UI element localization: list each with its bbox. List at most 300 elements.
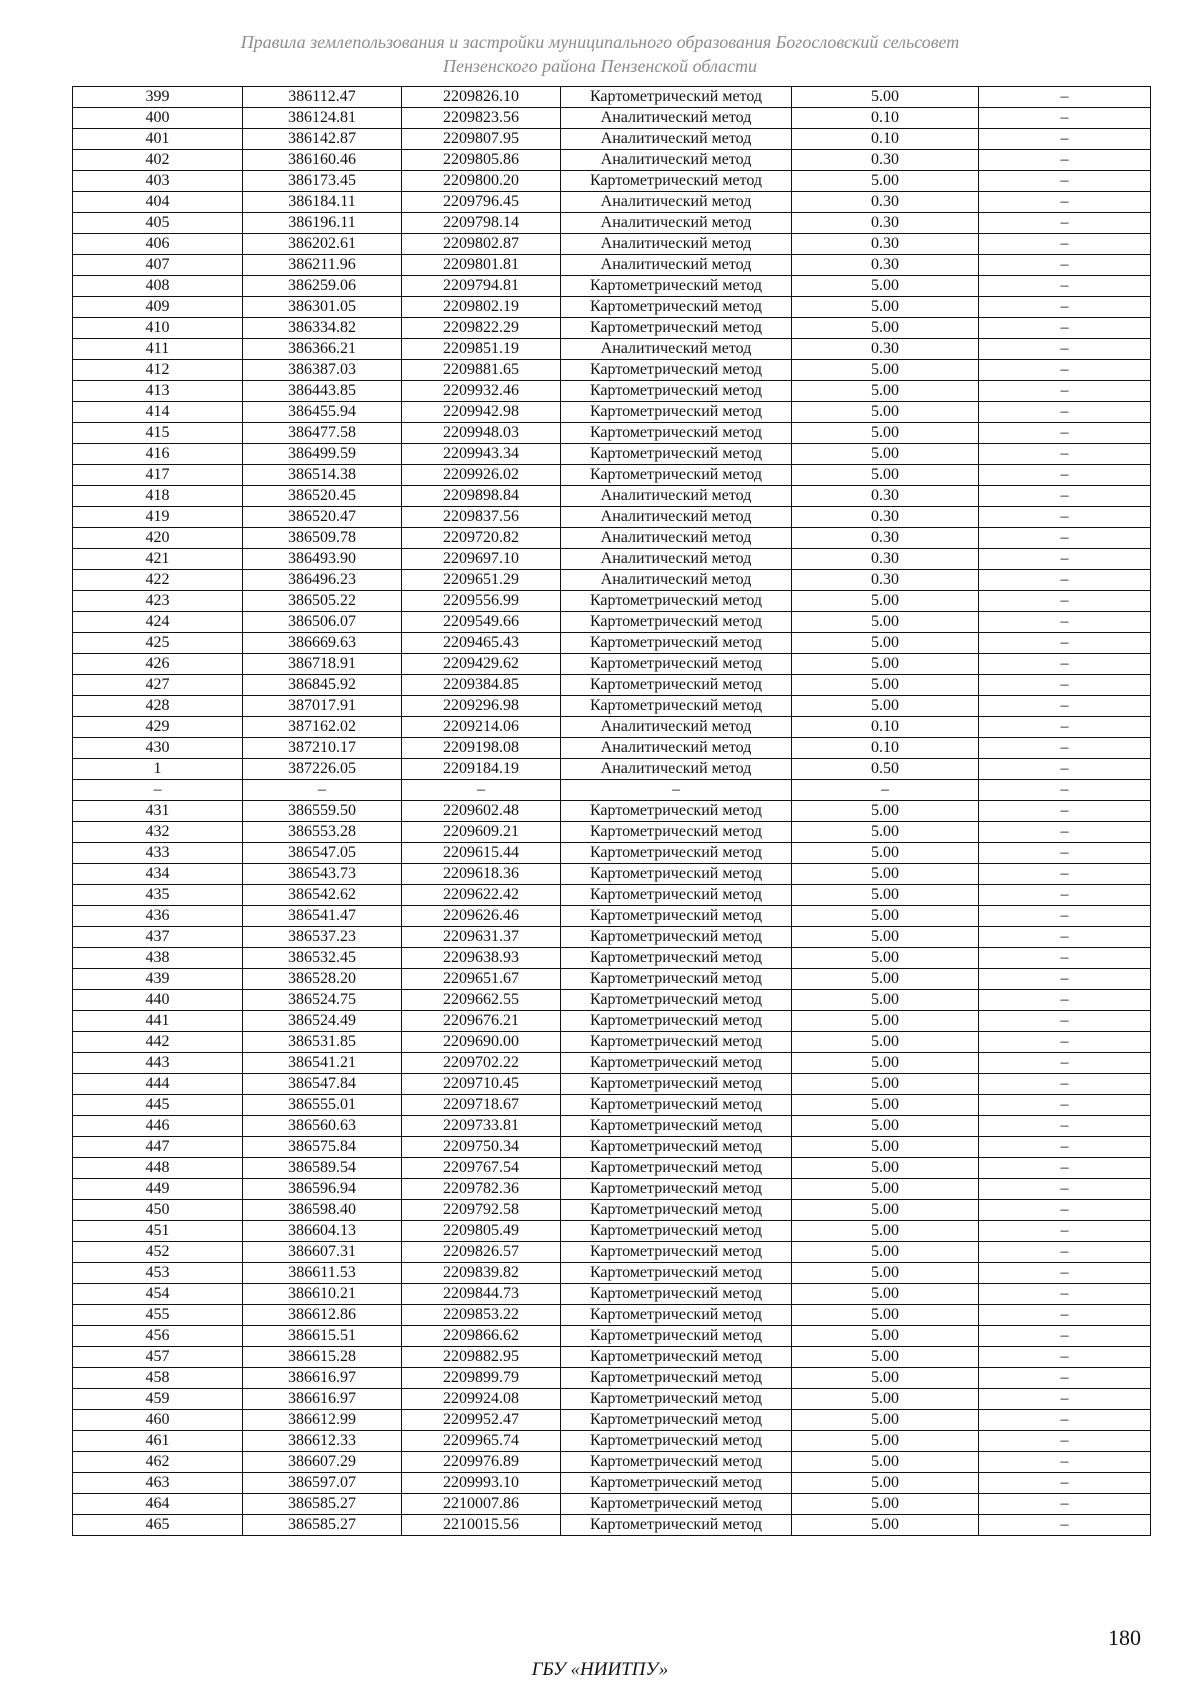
point-number-cell: 445 bbox=[73, 1095, 243, 1116]
method-cell: Картометрический метод bbox=[561, 1137, 792, 1158]
point-number-cell: 449 bbox=[73, 1179, 243, 1200]
accuracy-cell: 5.00 bbox=[792, 1095, 979, 1116]
note-cell: – bbox=[979, 507, 1151, 528]
note-cell: – bbox=[979, 717, 1151, 738]
y-coordinate-cell: 2209822.29 bbox=[402, 318, 561, 339]
accuracy-cell: 0.30 bbox=[792, 234, 979, 255]
accuracy-cell: 5.00 bbox=[792, 423, 979, 444]
point-number-cell: 431 bbox=[73, 801, 243, 822]
note-cell: – bbox=[979, 1452, 1151, 1473]
note-cell: – bbox=[979, 1284, 1151, 1305]
accuracy-cell: 0.30 bbox=[792, 213, 979, 234]
x-coordinate-cell: 386184.11 bbox=[243, 192, 402, 213]
accuracy-cell: 5.00 bbox=[792, 276, 979, 297]
accuracy-cell: 0.50 bbox=[792, 759, 979, 780]
point-number-cell: 437 bbox=[73, 927, 243, 948]
x-coordinate-cell: 386528.20 bbox=[243, 969, 402, 990]
point-number-cell: 434 bbox=[73, 864, 243, 885]
x-coordinate-cell: 386160.46 bbox=[243, 150, 402, 171]
y-coordinate-cell: 2209626.46 bbox=[402, 906, 561, 927]
table-row bbox=[73, 1431, 1151, 1452]
accuracy-cell: 5.00 bbox=[792, 1032, 979, 1053]
point-number-cell: 456 bbox=[73, 1326, 243, 1347]
page-footer: ГБУ «НИИТПУ» bbox=[531, 1659, 669, 1680]
x-coordinate-cell: 386112.47 bbox=[243, 87, 402, 108]
y-coordinate-cell: 2209796.45 bbox=[402, 192, 561, 213]
note-cell: – bbox=[979, 822, 1151, 843]
note-cell: – bbox=[979, 1221, 1151, 1242]
x-coordinate-cell: 386301.05 bbox=[243, 297, 402, 318]
table-row bbox=[73, 927, 1151, 948]
table-row bbox=[73, 822, 1151, 843]
x-coordinate-cell: 386455.94 bbox=[243, 402, 402, 423]
note-cell: – bbox=[979, 465, 1151, 486]
accuracy-cell: 0.30 bbox=[792, 339, 979, 360]
accuracy-cell: 5.00 bbox=[792, 906, 979, 927]
note-cell: – bbox=[979, 801, 1151, 822]
note-cell: – bbox=[979, 654, 1151, 675]
table-row bbox=[73, 885, 1151, 906]
accuracy-cell: 5.00 bbox=[792, 1473, 979, 1494]
table-row bbox=[73, 1284, 1151, 1305]
y-coordinate-cell: 2209823.56 bbox=[402, 108, 561, 129]
method-cell: Картометрический метод bbox=[561, 1116, 792, 1137]
method-cell: Картометрический метод bbox=[561, 864, 792, 885]
note-cell: – bbox=[979, 213, 1151, 234]
point-number-cell: 436 bbox=[73, 906, 243, 927]
point-number-cell: 414 bbox=[73, 402, 243, 423]
table-row bbox=[73, 801, 1151, 822]
x-coordinate-cell: 386259.06 bbox=[243, 276, 402, 297]
x-coordinate-cell: 386615.28 bbox=[243, 1347, 402, 1368]
note-cell: – bbox=[979, 675, 1151, 696]
table-row bbox=[73, 150, 1151, 171]
x-coordinate-cell: 386520.47 bbox=[243, 507, 402, 528]
header-line-1: Правила землепользования и застройки муниципального образования Богословский сельсовет bbox=[240, 32, 960, 52]
x-coordinate-cell: 386612.86 bbox=[243, 1305, 402, 1326]
accuracy-cell: 5.00 bbox=[792, 465, 979, 486]
note-cell: – bbox=[979, 1116, 1151, 1137]
point-number-cell: 419 bbox=[73, 507, 243, 528]
method-cell: Картометрический метод bbox=[561, 1284, 792, 1305]
x-coordinate-cell: 386142.87 bbox=[243, 129, 402, 150]
accuracy-cell: 0.30 bbox=[792, 549, 979, 570]
y-coordinate-cell: 2209802.19 bbox=[402, 297, 561, 318]
accuracy-cell: 5.00 bbox=[792, 843, 979, 864]
y-coordinate-cell: 2209851.19 bbox=[402, 339, 561, 360]
y-coordinate-cell: 2209549.66 bbox=[402, 612, 561, 633]
accuracy-cell: 5.00 bbox=[792, 1515, 979, 1536]
point-number-cell: 446 bbox=[73, 1116, 243, 1137]
point-number-cell: 408 bbox=[73, 276, 243, 297]
table-row bbox=[73, 507, 1151, 528]
note-cell: – bbox=[979, 969, 1151, 990]
method-cell: Картометрический метод bbox=[561, 276, 792, 297]
accuracy-cell: 5.00 bbox=[792, 444, 979, 465]
x-coordinate-cell: 386543.73 bbox=[243, 864, 402, 885]
point-number-cell: 432 bbox=[73, 822, 243, 843]
accuracy-cell: 5.00 bbox=[792, 297, 979, 318]
y-coordinate-cell: 2209943.34 bbox=[402, 444, 561, 465]
table-row bbox=[73, 1515, 1151, 1536]
x-coordinate-cell: 386387.03 bbox=[243, 360, 402, 381]
note-cell: – bbox=[979, 1137, 1151, 1158]
note-cell: – bbox=[979, 234, 1151, 255]
method-cell: Картометрический метод bbox=[561, 423, 792, 444]
method-cell: Аналитический метод bbox=[561, 486, 792, 507]
y-coordinate-cell: 2209792.58 bbox=[402, 1200, 561, 1221]
method-cell: Картометрический метод bbox=[561, 1473, 792, 1494]
y-coordinate-cell: 2209844.73 bbox=[402, 1284, 561, 1305]
accuracy-cell: 0.30 bbox=[792, 255, 979, 276]
table-row bbox=[73, 465, 1151, 486]
method-cell: Картометрический метод bbox=[561, 948, 792, 969]
table-row bbox=[73, 192, 1151, 213]
accuracy-cell: 5.00 bbox=[792, 1074, 979, 1095]
note-cell: – bbox=[979, 1179, 1151, 1200]
point-number-cell: 425 bbox=[73, 633, 243, 654]
point-number-cell: 404 bbox=[73, 192, 243, 213]
y-coordinate-cell: 2209805.86 bbox=[402, 150, 561, 171]
table-row bbox=[73, 906, 1151, 927]
table-row bbox=[73, 1452, 1151, 1473]
y-coordinate-cell: 2209993.10 bbox=[402, 1473, 561, 1494]
x-coordinate-cell: 386509.78 bbox=[243, 528, 402, 549]
table-row bbox=[73, 1158, 1151, 1179]
note-cell: – bbox=[979, 255, 1151, 276]
y-coordinate-cell: 2209794.81 bbox=[402, 276, 561, 297]
point-number-cell: 420 bbox=[73, 528, 243, 549]
note-cell: – bbox=[979, 906, 1151, 927]
note-cell: – bbox=[979, 1242, 1151, 1263]
table-row bbox=[73, 675, 1151, 696]
accuracy-cell: 5.00 bbox=[792, 948, 979, 969]
method-cell: Картометрический метод bbox=[561, 990, 792, 1011]
method-cell: Картометрический метод bbox=[561, 1410, 792, 1431]
point-number-cell: 464 bbox=[73, 1494, 243, 1515]
y-coordinate-cell: 2209718.67 bbox=[402, 1095, 561, 1116]
accuracy-cell: 5.00 bbox=[792, 1326, 979, 1347]
method-cell: Аналитический метод bbox=[561, 717, 792, 738]
note-cell: – bbox=[979, 381, 1151, 402]
y-coordinate-cell: 2209837.56 bbox=[402, 507, 561, 528]
point-number-cell: 400 bbox=[73, 108, 243, 129]
note-cell: – bbox=[979, 1053, 1151, 1074]
note-cell: – bbox=[979, 864, 1151, 885]
point-number-cell: 447 bbox=[73, 1137, 243, 1158]
x-coordinate-cell: 386493.90 bbox=[243, 549, 402, 570]
table-row bbox=[73, 1347, 1151, 1368]
point-number-cell: 422 bbox=[73, 570, 243, 591]
accuracy-cell: 5.00 bbox=[792, 696, 979, 717]
y-coordinate-cell: 2209697.10 bbox=[402, 549, 561, 570]
method-cell: Картометрический метод bbox=[561, 885, 792, 906]
method-cell: Картометрический метод bbox=[561, 87, 792, 108]
point-number-cell: 458 bbox=[73, 1368, 243, 1389]
method-cell: Картометрический метод bbox=[561, 1011, 792, 1032]
method-cell: Картометрический метод bbox=[561, 171, 792, 192]
y-coordinate-cell: 2209807.95 bbox=[402, 129, 561, 150]
table-row bbox=[73, 360, 1151, 381]
table-row bbox=[73, 1095, 1151, 1116]
point-number-cell: 421 bbox=[73, 549, 243, 570]
point-number-cell: 417 bbox=[73, 465, 243, 486]
table-row bbox=[73, 1473, 1151, 1494]
y-coordinate-cell: 2209952.47 bbox=[402, 1410, 561, 1431]
x-coordinate-cell: 386541.47 bbox=[243, 906, 402, 927]
note-cell: – bbox=[979, 1494, 1151, 1515]
note-cell: – bbox=[979, 612, 1151, 633]
table-row bbox=[73, 969, 1151, 990]
x-coordinate-cell: 386616.97 bbox=[243, 1389, 402, 1410]
table-row bbox=[73, 759, 1151, 780]
table-row bbox=[73, 549, 1151, 570]
x-coordinate-cell: 386505.22 bbox=[243, 591, 402, 612]
note-cell: – bbox=[979, 1431, 1151, 1452]
point-number-cell: 438 bbox=[73, 948, 243, 969]
table-row bbox=[73, 1137, 1151, 1158]
point-number-cell: 463 bbox=[73, 1473, 243, 1494]
note-cell: – bbox=[979, 570, 1151, 591]
table-row bbox=[73, 1242, 1151, 1263]
y-coordinate-cell: 2209839.82 bbox=[402, 1263, 561, 1284]
method-cell: Картометрический метод bbox=[561, 1515, 792, 1536]
method-cell: Картометрический метод bbox=[561, 1095, 792, 1116]
x-coordinate-cell: 386669.63 bbox=[243, 633, 402, 654]
note-cell: – bbox=[979, 843, 1151, 864]
accuracy-cell: 0.30 bbox=[792, 192, 979, 213]
x-coordinate-cell: 386585.27 bbox=[243, 1494, 402, 1515]
point-number-cell: 416 bbox=[73, 444, 243, 465]
accuracy-cell: 5.00 bbox=[792, 1011, 979, 1032]
accuracy-cell: 5.00 bbox=[792, 1158, 979, 1179]
y-coordinate-cell: 2209767.54 bbox=[402, 1158, 561, 1179]
table-row bbox=[73, 1074, 1151, 1095]
method-cell: Картометрический метод bbox=[561, 927, 792, 948]
accuracy-cell: 0.10 bbox=[792, 717, 979, 738]
table-row bbox=[73, 654, 1151, 675]
table-row bbox=[73, 423, 1151, 444]
x-coordinate-cell: 386366.21 bbox=[243, 339, 402, 360]
accuracy-cell: 0.30 bbox=[792, 150, 979, 171]
x-coordinate-cell: 386604.13 bbox=[243, 1221, 402, 1242]
point-number-cell: 415 bbox=[73, 423, 243, 444]
method-cell: Аналитический метод bbox=[561, 213, 792, 234]
y-coordinate-cell: 2209782.36 bbox=[402, 1179, 561, 1200]
x-coordinate-cell: 386611.53 bbox=[243, 1263, 402, 1284]
method-cell: Картометрический метод bbox=[561, 1431, 792, 1452]
accuracy-cell: 5.00 bbox=[792, 612, 979, 633]
point-number-cell: 1 bbox=[73, 759, 243, 780]
x-coordinate-cell: 386496.23 bbox=[243, 570, 402, 591]
accuracy-cell: 5.00 bbox=[792, 654, 979, 675]
table-row bbox=[73, 948, 1151, 969]
y-coordinate-cell: 2210007.86 bbox=[402, 1494, 561, 1515]
method-cell: Картометрический метод bbox=[561, 360, 792, 381]
y-coordinate-cell: 2209800.20 bbox=[402, 171, 561, 192]
table-row bbox=[73, 1410, 1151, 1431]
accuracy-cell: 5.00 bbox=[792, 1053, 979, 1074]
accuracy-cell: – bbox=[792, 780, 979, 801]
point-number-cell: 402 bbox=[73, 150, 243, 171]
x-coordinate-cell: 386612.33 bbox=[243, 1431, 402, 1452]
table-row bbox=[73, 612, 1151, 633]
table-row bbox=[73, 633, 1151, 654]
method-cell: Аналитический метод bbox=[561, 150, 792, 171]
point-number-cell: 453 bbox=[73, 1263, 243, 1284]
x-coordinate-cell: 386531.85 bbox=[243, 1032, 402, 1053]
y-coordinate-cell: 2209965.74 bbox=[402, 1431, 561, 1452]
point-number-cell: 401 bbox=[73, 129, 243, 150]
method-cell: Картометрический метод bbox=[561, 591, 792, 612]
y-coordinate-cell: 2209609.21 bbox=[402, 822, 561, 843]
y-coordinate-cell: 2209924.08 bbox=[402, 1389, 561, 1410]
point-number-cell: 413 bbox=[73, 381, 243, 402]
note-cell: – bbox=[979, 1515, 1151, 1536]
point-number-cell: 451 bbox=[73, 1221, 243, 1242]
table-row bbox=[73, 255, 1151, 276]
method-cell: Картометрический метод bbox=[561, 318, 792, 339]
note-cell: – bbox=[979, 108, 1151, 129]
y-coordinate-cell: 2209662.55 bbox=[402, 990, 561, 1011]
y-coordinate-cell: 2209899.79 bbox=[402, 1368, 561, 1389]
point-number-cell: 442 bbox=[73, 1032, 243, 1053]
note-cell: – bbox=[979, 927, 1151, 948]
method-cell: Картометрический метод bbox=[561, 1494, 792, 1515]
method-cell: Аналитический метод bbox=[561, 507, 792, 528]
point-number-cell: 441 bbox=[73, 1011, 243, 1032]
point-number-cell: 406 bbox=[73, 234, 243, 255]
y-coordinate-cell: 2209853.22 bbox=[402, 1305, 561, 1326]
x-coordinate-cell: 386559.50 bbox=[243, 801, 402, 822]
note-cell: – bbox=[979, 1305, 1151, 1326]
note-cell: – bbox=[979, 444, 1151, 465]
method-cell: Картометрический метод bbox=[561, 654, 792, 675]
y-coordinate-cell: 2209926.02 bbox=[402, 465, 561, 486]
point-number-cell: 435 bbox=[73, 885, 243, 906]
y-coordinate-cell: 2209976.89 bbox=[402, 1452, 561, 1473]
point-number-cell: 409 bbox=[73, 297, 243, 318]
point-number-cell: 452 bbox=[73, 1242, 243, 1263]
note-cell: – bbox=[979, 297, 1151, 318]
y-coordinate-cell: 2209638.93 bbox=[402, 948, 561, 969]
y-coordinate-cell: – bbox=[402, 780, 561, 801]
header-line-2: Пензенского района Пензенской области bbox=[442, 56, 758, 76]
table-row bbox=[73, 1263, 1151, 1284]
table-row bbox=[73, 864, 1151, 885]
y-coordinate-cell: 2209720.82 bbox=[402, 528, 561, 549]
method-cell: Аналитический метод bbox=[561, 738, 792, 759]
x-coordinate-cell: 386211.96 bbox=[243, 255, 402, 276]
x-coordinate-cell: 386477.58 bbox=[243, 423, 402, 444]
point-number-cell: 427 bbox=[73, 675, 243, 696]
point-number-cell: – bbox=[73, 780, 243, 801]
method-cell: Картометрический метод bbox=[561, 1347, 792, 1368]
note-cell: – bbox=[979, 486, 1151, 507]
method-cell: Картометрический метод bbox=[561, 612, 792, 633]
table-row bbox=[73, 1494, 1151, 1515]
y-coordinate-cell: 2209690.00 bbox=[402, 1032, 561, 1053]
method-cell: Аналитический метод bbox=[561, 759, 792, 780]
y-coordinate-cell: 2209615.44 bbox=[402, 843, 561, 864]
table-row bbox=[73, 171, 1151, 192]
table-row bbox=[73, 276, 1151, 297]
method-cell: Аналитический метод bbox=[561, 108, 792, 129]
x-coordinate-cell: 386506.07 bbox=[243, 612, 402, 633]
method-cell: Картометрический метод bbox=[561, 1200, 792, 1221]
accuracy-cell: 5.00 bbox=[792, 969, 979, 990]
y-coordinate-cell: 2209651.67 bbox=[402, 969, 561, 990]
table-row bbox=[73, 717, 1151, 738]
method-cell: Аналитический метод bbox=[561, 129, 792, 150]
note-cell: – bbox=[979, 696, 1151, 717]
x-coordinate-cell: 386541.21 bbox=[243, 1053, 402, 1074]
note-cell: – bbox=[979, 948, 1151, 969]
accuracy-cell: 5.00 bbox=[792, 1200, 979, 1221]
note-cell: – bbox=[979, 1473, 1151, 1494]
x-coordinate-cell: 386585.27 bbox=[243, 1515, 402, 1536]
accuracy-cell: 5.00 bbox=[792, 801, 979, 822]
x-coordinate-cell: 386615.51 bbox=[243, 1326, 402, 1347]
table-row bbox=[73, 318, 1151, 339]
y-coordinate-cell: 2210015.56 bbox=[402, 1515, 561, 1536]
method-cell: Картометрический метод bbox=[561, 906, 792, 927]
method-cell: Картометрический метод bbox=[561, 1179, 792, 1200]
x-coordinate-cell: 386334.82 bbox=[243, 318, 402, 339]
point-number-cell: 407 bbox=[73, 255, 243, 276]
note-cell: – bbox=[979, 1095, 1151, 1116]
point-number-cell: 454 bbox=[73, 1284, 243, 1305]
x-coordinate-cell: 387017.91 bbox=[243, 696, 402, 717]
method-cell: Картометрический метод bbox=[561, 1263, 792, 1284]
y-coordinate-cell: 2209556.99 bbox=[402, 591, 561, 612]
method-cell: Картометрический метод bbox=[561, 465, 792, 486]
x-coordinate-cell: 387210.17 bbox=[243, 738, 402, 759]
y-coordinate-cell: 2209801.81 bbox=[402, 255, 561, 276]
table-row bbox=[73, 1179, 1151, 1200]
note-cell: – bbox=[979, 1011, 1151, 1032]
accuracy-cell: 5.00 bbox=[792, 1389, 979, 1410]
note-cell: – bbox=[979, 1263, 1151, 1284]
accuracy-cell: 5.00 bbox=[792, 402, 979, 423]
note-cell: – bbox=[979, 1347, 1151, 1368]
x-coordinate-cell: 386612.99 bbox=[243, 1410, 402, 1431]
method-cell: Картометрический метод bbox=[561, 297, 792, 318]
y-coordinate-cell: 2209618.36 bbox=[402, 864, 561, 885]
point-number-cell: 426 bbox=[73, 654, 243, 675]
table-row bbox=[73, 381, 1151, 402]
y-coordinate-cell: 2209296.98 bbox=[402, 696, 561, 717]
point-number-cell: 411 bbox=[73, 339, 243, 360]
y-coordinate-cell: 2209802.87 bbox=[402, 234, 561, 255]
accuracy-cell: 5.00 bbox=[792, 1242, 979, 1263]
y-coordinate-cell: 2209881.65 bbox=[402, 360, 561, 381]
method-cell: Картометрический метод bbox=[561, 1242, 792, 1263]
point-number-cell: 440 bbox=[73, 990, 243, 1011]
x-coordinate-cell: 386553.28 bbox=[243, 822, 402, 843]
x-coordinate-cell: 386524.49 bbox=[243, 1011, 402, 1032]
y-coordinate-cell: 2209898.84 bbox=[402, 486, 561, 507]
note-cell: – bbox=[979, 171, 1151, 192]
method-cell: Картометрический метод bbox=[561, 444, 792, 465]
y-coordinate-cell: 2209733.81 bbox=[402, 1116, 561, 1137]
y-coordinate-cell: 2209932.46 bbox=[402, 381, 561, 402]
point-number-cell: 461 bbox=[73, 1431, 243, 1452]
x-coordinate-cell: 386537.23 bbox=[243, 927, 402, 948]
point-number-cell: 429 bbox=[73, 717, 243, 738]
page-number: 180 bbox=[1108, 1625, 1141, 1650]
x-coordinate-cell: 386598.40 bbox=[243, 1200, 402, 1221]
